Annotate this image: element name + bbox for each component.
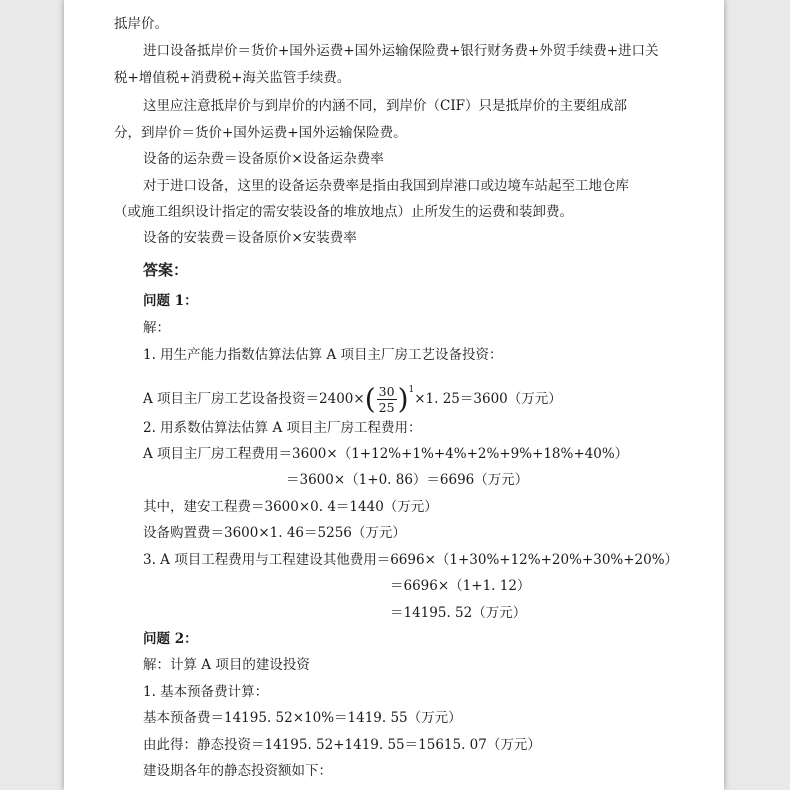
- text-line: 这里应注意抵岸价与到岸价的内涵不同，到岸价（CIF）只是抵岸价的主要组成部: [143, 98, 628, 114]
- text-line: 对于进口设备，这里的设备运杂费率是指由我国到岸港口或边境车站起至工地仓库: [143, 178, 629, 194]
- document-page: [64, 0, 724, 790]
- text-line: 设备的安装费＝设备原价×安装费率: [143, 230, 357, 246]
- text-line: 2. 用系数估算法估算 A 项目主厂房工程费用：: [143, 420, 422, 436]
- text-line: 由此得：静态投资＝14195. 52+1419. 55＝15615. 07（万元）: [143, 737, 541, 753]
- text-line: 进口设备抵岸价＝货价+国外运费+国外运输保险费+银行财务费+外贸手续费+进口关: [143, 43, 659, 59]
- formula-suffix: ×1. 25＝3600（万元）: [414, 391, 562, 407]
- text-line: 解：: [143, 320, 170, 336]
- text-line: 设备购置费＝3600×1. 46＝5256（万元）: [143, 525, 406, 541]
- text-line: ＝14195. 52（万元）: [390, 605, 527, 621]
- exponent: 1: [408, 385, 415, 395]
- text-line: 3. A 项目工程费用与工程建设其他费用＝6696×（1+30%+12%+20%+30%+20%）: [143, 552, 679, 568]
- text-line: （或施工组织设计指定的需安装设备的堆放地点）止所发生的运费和装卸费。: [114, 204, 573, 220]
- question-heading: 问题 2：: [143, 631, 198, 647]
- text-line: A 项目主厂房工程费用＝3600×（1+12%+1%+4%+2%+9%+18%+40%）: [143, 446, 629, 462]
- fraction-numerator: 30: [378, 384, 395, 399]
- text-line: 设备的运杂费＝设备原价×设备运杂费率: [143, 151, 384, 167]
- text-line: 分，到岸价＝货价+国外运费+国外运输保险费。: [114, 125, 407, 141]
- left-paren: (: [364, 382, 376, 416]
- text-line: 建设期各年的静态投资额如下：: [143, 763, 332, 779]
- text-line: 基本预备费＝14195. 52×10%＝1419. 55（万元）: [143, 710, 462, 726]
- text-line: 1. 用生产能力指数估算法估算 A 项目主厂房工艺设备投资：: [143, 347, 503, 363]
- text-line: 解：计算 A 项目的建设投资: [143, 657, 310, 673]
- answer-heading: 答案：: [143, 261, 189, 279]
- fraction: [377, 384, 397, 415]
- text-line: 税+增值税+消费税+海关监管手续费。: [114, 70, 351, 86]
- formula-prefix: A 项目主厂房工艺设备投资＝2400×: [143, 391, 365, 407]
- formula-line: [64, 380, 790, 416]
- text-line: ＝3600×（1+0. 86）＝6696（万元）: [286, 472, 529, 488]
- text-line: ＝6696×（1+1. 12）: [390, 578, 531, 594]
- text-line: 1. 基本预备费计算：: [143, 684, 269, 700]
- right-paren: ): [397, 382, 409, 416]
- text-line: 抵岸价。: [114, 16, 168, 32]
- text-line: 其中，建安工程费＝3600×0. 4＝1440（万元）: [143, 499, 438, 515]
- question-heading: 问题 1：: [143, 293, 198, 309]
- fraction-denominator: 25: [378, 400, 395, 415]
